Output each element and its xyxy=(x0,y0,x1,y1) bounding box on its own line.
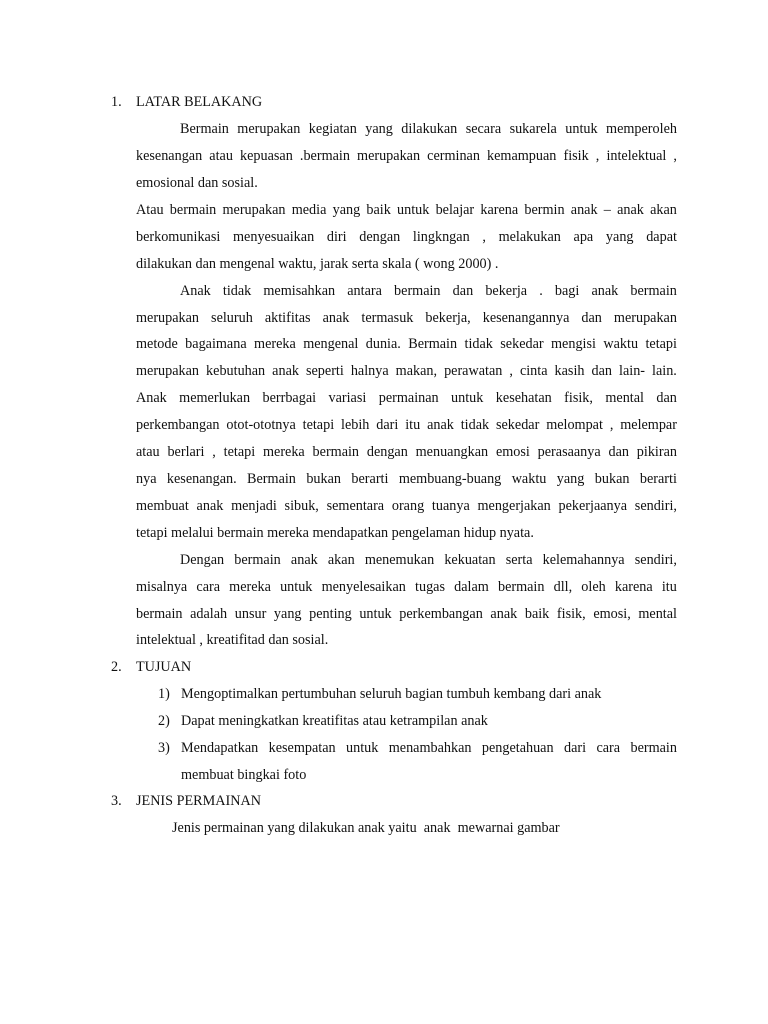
word: merupakan xyxy=(222,202,286,218)
word: yang xyxy=(332,202,361,218)
word: mengisi xyxy=(551,336,596,352)
word: tidak xyxy=(222,283,252,299)
word: emosi xyxy=(495,444,530,460)
word: yang xyxy=(365,121,393,137)
word: dan xyxy=(452,283,474,299)
word: pekerjaanya xyxy=(558,498,628,514)
word: dan xyxy=(591,363,612,379)
word: dan xyxy=(608,444,629,460)
word: dilakukan xyxy=(401,121,458,137)
word: lain- xyxy=(619,363,646,379)
word: , xyxy=(212,444,216,460)
word: variasi xyxy=(328,390,367,406)
word: mengerjakan xyxy=(477,498,551,514)
word: untuk xyxy=(280,579,313,595)
word: , xyxy=(673,148,677,164)
word: mental xyxy=(605,390,644,406)
word: , xyxy=(595,148,600,164)
word: merupakan xyxy=(357,148,421,164)
word: menemukan xyxy=(364,552,435,568)
word: Dengan xyxy=(180,552,225,568)
word: perawatan xyxy=(444,363,503,379)
word: dan xyxy=(656,390,677,406)
word: untuk xyxy=(346,740,379,756)
list-item-number: 1) xyxy=(158,686,170,702)
word: bermain xyxy=(136,606,183,622)
word: . xyxy=(539,283,543,299)
list-item-text: Mengoptimalkan pertumbuhan seluruh bagian tumbuh kembang dari anak xyxy=(181,686,602,702)
word: baik xyxy=(366,202,391,218)
word: kegiatan xyxy=(308,121,357,137)
word: seperti xyxy=(305,363,344,379)
word: baik xyxy=(524,606,550,622)
word: secara xyxy=(465,121,502,137)
word: sibuk, xyxy=(284,498,319,514)
word: merupakan xyxy=(237,121,301,137)
word: yang xyxy=(556,471,585,487)
word: untuk xyxy=(397,202,430,218)
word: permainan xyxy=(378,390,439,406)
list-item-text xyxy=(181,739,677,757)
word: tetapi xyxy=(223,444,256,460)
word: mental xyxy=(638,606,677,622)
word: Bermain xyxy=(247,471,296,487)
word: dengan xyxy=(366,444,408,460)
word: anak xyxy=(591,283,619,299)
paragraph-line: dilakukan dan mengenal waktu, jarak serta skala ( wong 2000) . xyxy=(136,256,499,272)
paragraph-line xyxy=(136,147,677,165)
word: akan xyxy=(327,552,355,568)
word: perkembangan xyxy=(136,417,220,433)
word: orang xyxy=(391,498,425,514)
word: itu xyxy=(405,417,421,433)
word: kesenangan xyxy=(136,148,203,164)
word: akan xyxy=(650,202,677,218)
word: kesehatan xyxy=(495,390,552,406)
word: menyesuaikan xyxy=(233,229,315,245)
word: kekuatan xyxy=(444,552,496,568)
word: karena xyxy=(480,202,519,218)
word: lingkngan xyxy=(412,229,470,245)
list-item-number: 2) xyxy=(158,713,170,729)
word: mereka xyxy=(229,579,271,595)
word: bagi xyxy=(554,283,580,299)
word: untuk xyxy=(359,606,392,622)
word: intelektual xyxy=(606,148,667,164)
word: dapat xyxy=(646,229,677,245)
paragraph-line: emosional dan sosial. xyxy=(136,175,258,191)
word: dan xyxy=(581,310,602,326)
word: bermain xyxy=(394,283,441,299)
word: Atau xyxy=(136,202,164,218)
word: untuk xyxy=(565,121,598,137)
section-1-number: 1. xyxy=(111,94,122,110)
word: atau xyxy=(209,148,233,164)
word: bukan xyxy=(594,471,630,487)
word: karena xyxy=(614,579,653,595)
paragraph-line: Jenis permainan yang dilakukan anak yaitu anak mewarnai gambar xyxy=(172,820,560,836)
word: memerlukan xyxy=(179,390,251,406)
word: pikiran xyxy=(636,444,677,460)
word: waktu xyxy=(511,471,547,487)
paragraph-line: intelektual , kreatifitad dan sosial. xyxy=(136,632,329,648)
word: anak xyxy=(196,498,224,514)
word: apa xyxy=(573,229,594,245)
word: anak xyxy=(322,310,350,326)
word: anak xyxy=(427,417,454,433)
word: berarti xyxy=(639,471,677,487)
word: kesempatan xyxy=(268,740,336,756)
word: bukan xyxy=(306,471,341,487)
word: berlari xyxy=(167,444,205,460)
word: yang xyxy=(273,606,302,622)
paragraph-line xyxy=(136,362,677,380)
word: anak xyxy=(570,202,598,218)
word: adalah xyxy=(190,606,228,622)
word: bermain xyxy=(497,579,545,595)
word: yang xyxy=(605,229,634,245)
word: menyelesaikan xyxy=(321,579,406,595)
word: – xyxy=(603,202,611,218)
word: Anak xyxy=(180,283,211,299)
word: pengetahuan xyxy=(481,740,554,756)
word: aktifitas xyxy=(264,310,311,326)
section-3-title: JENIS PERMAINAN xyxy=(136,793,261,809)
word: mereka xyxy=(262,444,305,460)
word: kasih xyxy=(554,363,585,379)
word: bermain xyxy=(169,202,217,218)
word: kepuasan xyxy=(240,148,293,164)
word: menuangkan xyxy=(415,444,489,460)
word: untuk xyxy=(451,390,484,406)
paragraph-line xyxy=(136,605,677,623)
word: otot-ototnya xyxy=(226,417,296,433)
paragraph-line xyxy=(136,470,677,488)
word: tuanya xyxy=(431,498,470,514)
word: berrbagai xyxy=(262,390,317,406)
word: menambahkan xyxy=(388,740,472,756)
paragraph-line xyxy=(136,335,677,353)
section-2-number: 2. xyxy=(111,659,122,675)
word: diri xyxy=(326,229,347,245)
word: metode xyxy=(136,336,178,352)
list-item-number: 3) xyxy=(158,740,170,756)
word: kemampuan xyxy=(487,148,557,164)
word: antara xyxy=(347,283,382,299)
word: memisahkan xyxy=(263,283,336,299)
paragraph-line xyxy=(136,389,677,407)
paragraph-line xyxy=(180,551,677,569)
word: , xyxy=(482,229,486,245)
word: tugas xyxy=(415,579,445,595)
word: membuat xyxy=(136,498,189,514)
word: melakukan xyxy=(498,229,561,245)
word: sendiri, xyxy=(634,552,677,568)
section-3-number: 3. xyxy=(111,793,122,809)
word: membuang-buang xyxy=(398,471,502,487)
word: anak xyxy=(490,606,518,622)
word: kebutuhan xyxy=(206,363,266,379)
paragraph-line xyxy=(136,443,677,461)
word: itu xyxy=(661,579,677,595)
word: cara xyxy=(196,579,221,595)
word: , xyxy=(509,363,513,379)
word: sekedar xyxy=(495,417,540,433)
word: cara xyxy=(596,740,621,756)
word: sukarela xyxy=(509,121,557,137)
word: bermain xyxy=(234,552,281,568)
word: emosi, xyxy=(593,606,631,622)
word: tidak xyxy=(464,336,493,352)
list-item-text: membuat bingkai foto xyxy=(181,767,307,783)
word: oleh xyxy=(581,579,606,595)
word: menjadi xyxy=(231,498,277,514)
word: cinta xyxy=(519,363,548,379)
paragraph-line xyxy=(136,309,677,327)
word: bermain xyxy=(630,283,677,299)
word: nya xyxy=(136,471,157,487)
word: .bermain xyxy=(299,148,350,164)
paragraph-line xyxy=(180,282,677,300)
word: makan, xyxy=(395,363,438,379)
word: dll, xyxy=(553,579,573,595)
word: berkomunikasi xyxy=(136,229,221,245)
word: atau xyxy=(136,444,160,460)
word: tetapi xyxy=(645,336,677,352)
word: tidak xyxy=(460,417,490,433)
word: media xyxy=(291,202,327,218)
word: dari xyxy=(376,417,399,433)
word: bagaimana xyxy=(185,336,247,352)
word: dalam xyxy=(454,579,489,595)
word: bermin xyxy=(524,202,565,218)
word: cerminan xyxy=(427,148,480,164)
paragraph-line: tetapi melalui bermain mereka mendapatkan pengelaman hidup nyata. xyxy=(136,525,534,541)
word: dengan xyxy=(359,229,401,245)
word: fisik, xyxy=(564,390,593,406)
word: merupakan xyxy=(613,310,677,326)
word: lebih xyxy=(341,417,370,433)
paragraph-line xyxy=(136,497,677,515)
word: dunia. xyxy=(365,336,401,352)
word: Bermain xyxy=(180,121,229,137)
paragraph-line xyxy=(136,578,677,596)
word: melompat xyxy=(546,417,603,433)
word: merupakan xyxy=(136,310,200,326)
word: serta xyxy=(505,552,533,568)
word: lain. xyxy=(652,363,677,379)
word: mereka xyxy=(254,336,296,352)
list-item-text: Dapat meningkatkan kreatifitas atau ketrampilan anak xyxy=(181,713,488,729)
word: sendiri, xyxy=(634,498,677,514)
word: bekerja xyxy=(485,283,528,299)
word: memperoleh xyxy=(606,121,677,137)
paragraph-line xyxy=(136,228,677,246)
word: termasuk xyxy=(361,310,414,326)
paragraph-line xyxy=(180,120,677,138)
word: halnya xyxy=(350,363,389,379)
word: anak xyxy=(617,202,644,218)
paragraph-line xyxy=(136,201,677,219)
word: kelemahannya xyxy=(542,552,625,568)
word: perkembangan xyxy=(399,606,483,622)
word: merupakan xyxy=(136,363,200,379)
word: fisik, xyxy=(556,606,586,622)
word: mengenal xyxy=(303,336,359,352)
word: kesenangannya xyxy=(482,310,570,326)
word: fisik xyxy=(563,148,589,164)
section-1-title: LATAR BELAKANG xyxy=(136,94,263,110)
word: tetapi xyxy=(302,417,335,433)
word: misalnya xyxy=(136,579,188,595)
word: anak xyxy=(290,552,318,568)
word: Anak xyxy=(136,390,167,406)
word: waktu xyxy=(603,336,639,352)
word: belajar xyxy=(435,202,475,218)
word: , xyxy=(609,417,614,433)
word: unsur xyxy=(234,606,267,622)
word: kesenangan. xyxy=(166,471,237,487)
word: seluruh xyxy=(211,310,253,326)
word: bermain xyxy=(630,740,677,756)
section-2-title: TUJUAN xyxy=(136,659,192,675)
paragraph-line xyxy=(136,416,677,434)
word: Mendapatkan xyxy=(181,740,259,756)
word: melempar xyxy=(620,417,677,433)
word: sementara xyxy=(326,498,385,514)
word: bermain xyxy=(312,444,360,460)
word: perasaanya xyxy=(537,444,601,460)
word: penting xyxy=(309,606,352,622)
word: berarti xyxy=(351,471,389,487)
word: dari xyxy=(563,740,587,756)
word: sekedar xyxy=(500,336,544,352)
word: anak xyxy=(272,363,299,379)
word: Bermain xyxy=(408,336,458,352)
word: bekerja, xyxy=(425,310,471,326)
